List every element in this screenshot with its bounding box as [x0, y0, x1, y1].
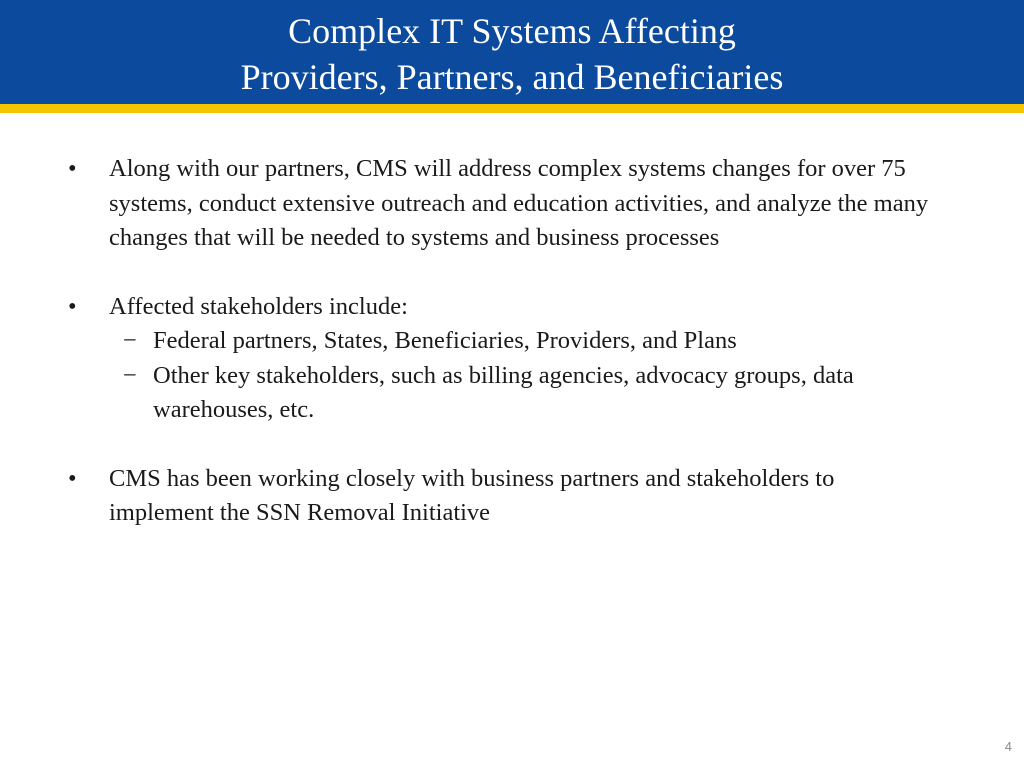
- sub-bullet-text: Federal partners, States, Beneficiaries, Providers, and Plans: [153, 327, 737, 354]
- bullet-symbol: •: [68, 155, 77, 182]
- header-accent-stripe: [0, 104, 1024, 113]
- slide-title-line-2: Providers, Partners, and Beneficiaries: [240, 57, 784, 97]
- page-number: 4: [1004, 739, 1012, 754]
- bullet-item: [62, 462, 942, 531]
- bullet-symbol: •: [68, 464, 77, 492]
- bullet-text: Along with our partners, CMS will address complex systems changes for over 75 systems, conduct extensive outreach and education activities, and analyze the many changes that will be needed to systems and business processes: [109, 155, 929, 251]
- sub-bullet-symbol: −: [123, 361, 137, 389]
- slide-title: [0, 8, 1024, 100]
- sub-bullet-symbol: −: [123, 327, 137, 354]
- sub-bullet-text: Other key stakeholders, such as billing agencies, advocacy groups, data warehouses, etc.: [153, 361, 854, 423]
- bullet-item: [62, 152, 942, 256]
- slide-title-line-1: Complex IT Systems Affecting: [288, 11, 736, 51]
- bullet-text: Affected stakeholders include:: [109, 292, 408, 320]
- bullet-symbol: •: [68, 292, 77, 320]
- bullet-item: [62, 290, 942, 428]
- sub-bullet-item: [109, 359, 942, 428]
- slide-body: [62, 152, 942, 565]
- slide-header: [0, 0, 1024, 104]
- sub-bullet-item: [109, 324, 942, 359]
- bullet-text: CMS has been working closely with business partners and stakeholders to implement the SSN Removal Initiative: [109, 464, 835, 526]
